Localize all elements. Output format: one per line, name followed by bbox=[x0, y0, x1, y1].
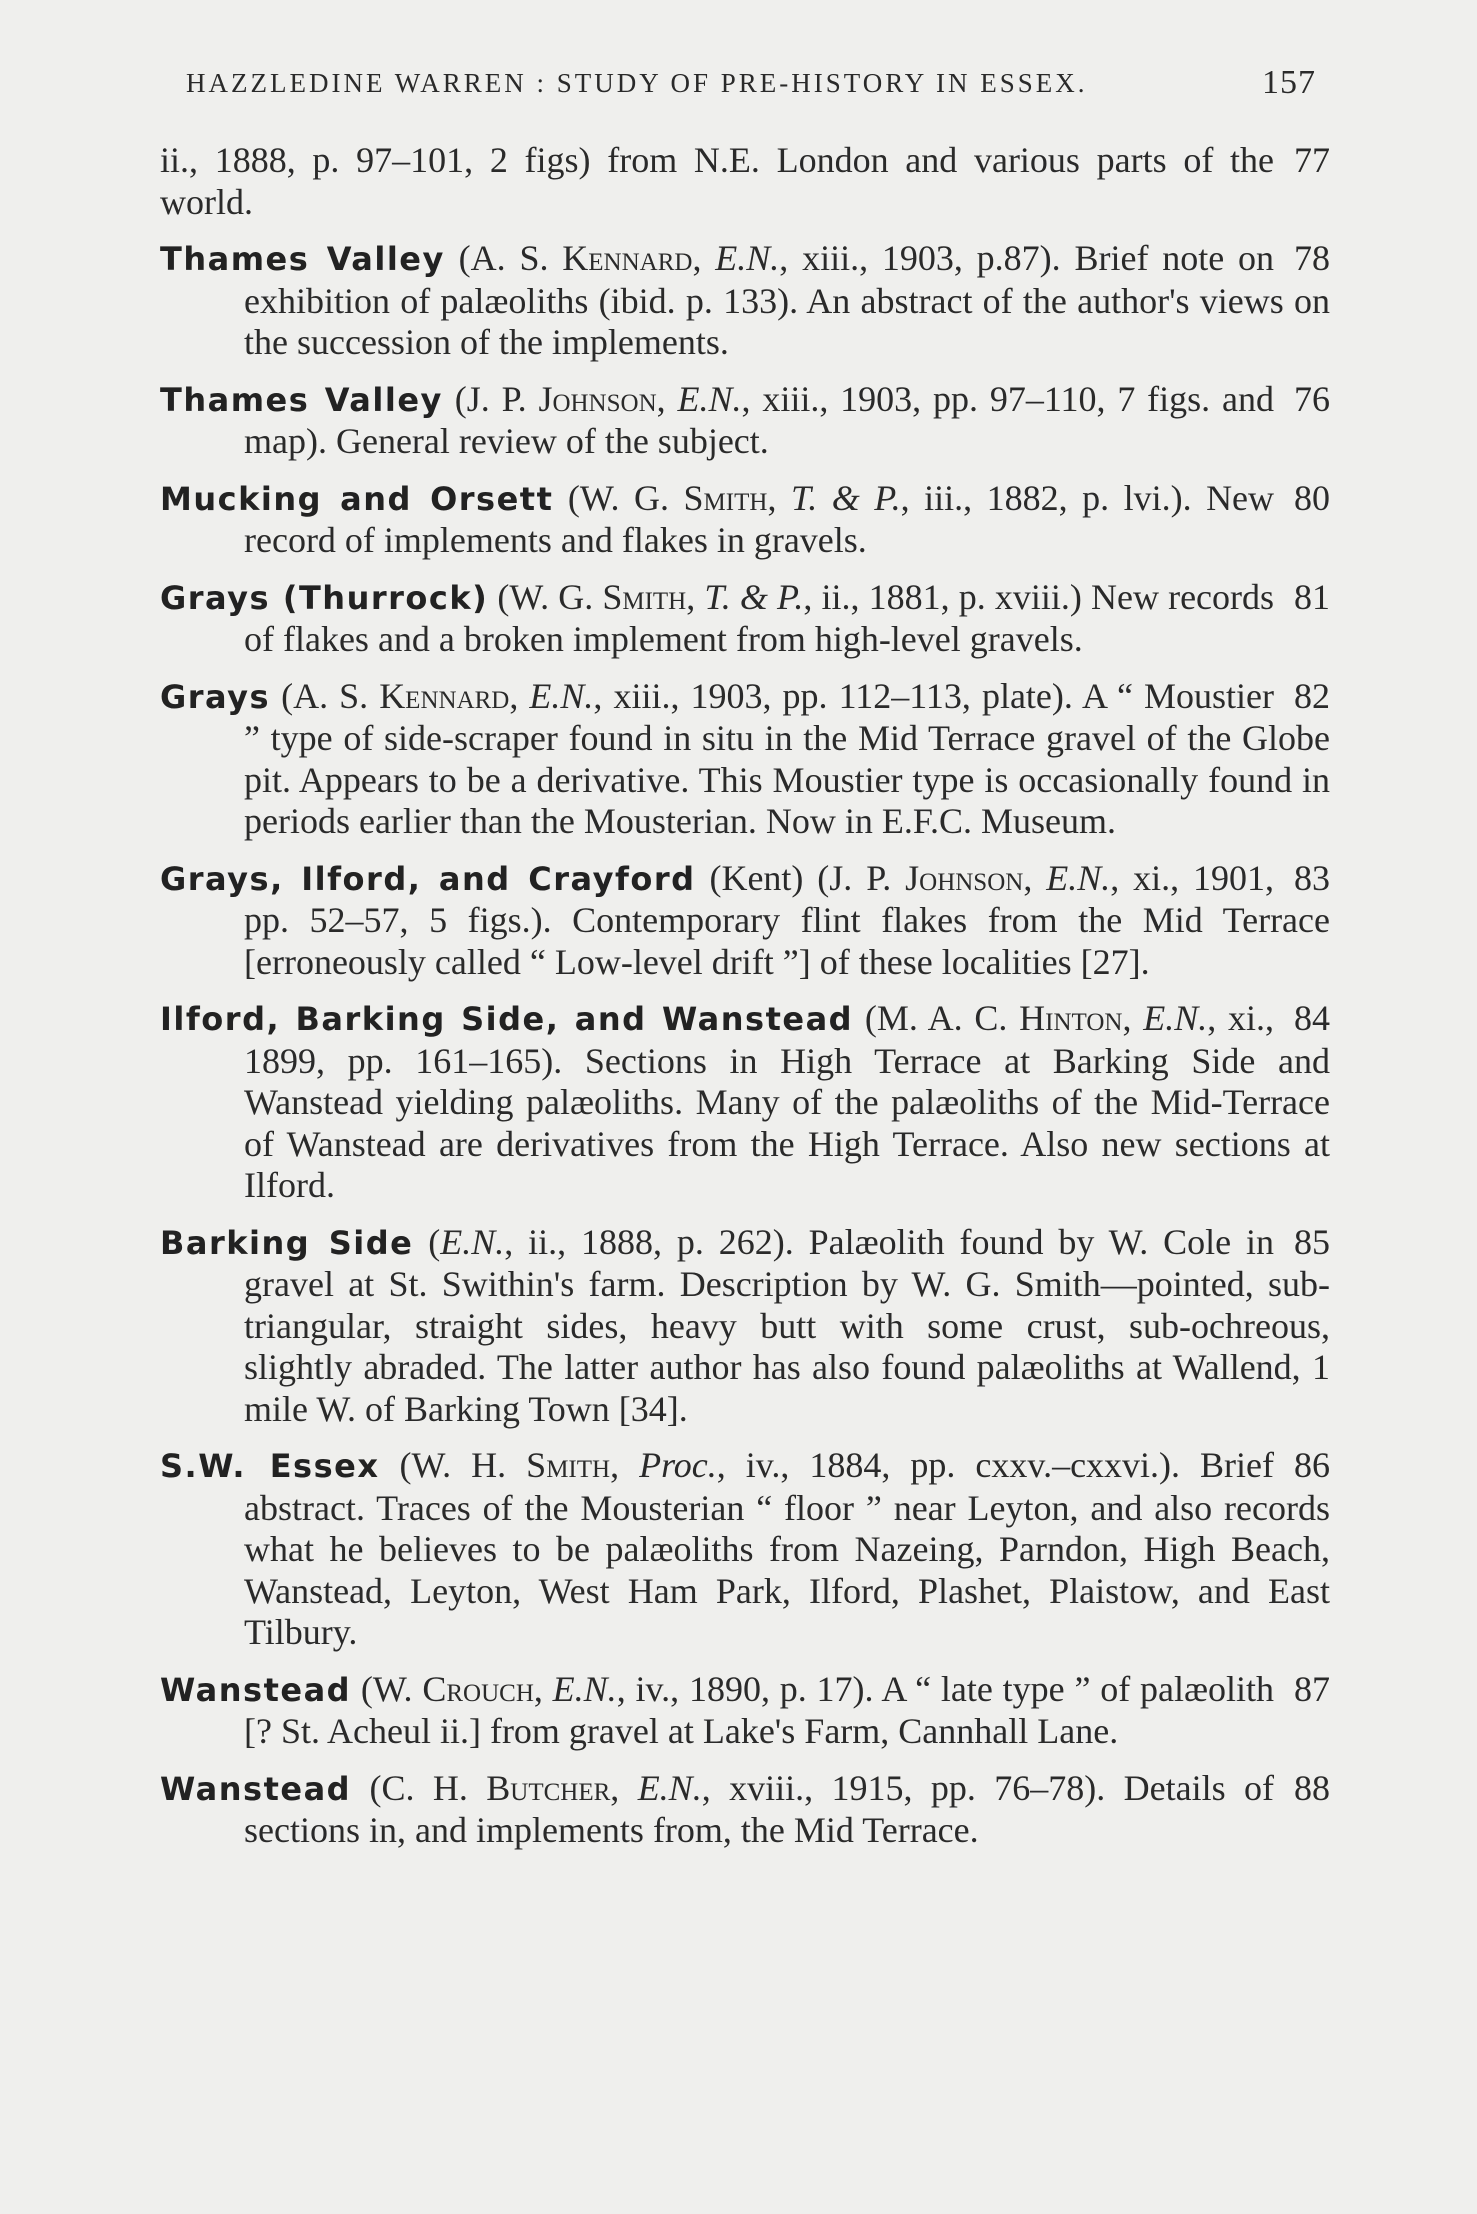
entry-ref-details: , ii., 1881, p. xviii.) bbox=[803, 576, 1082, 617]
entry-journal: T. & P. bbox=[704, 576, 804, 617]
page-number: 157 bbox=[1262, 64, 1316, 101]
entry-number: 87 bbox=[1294, 1668, 1330, 1709]
entry-abstract: Details of sections in, and implements from, the Mid Terrace. bbox=[244, 1767, 1275, 1850]
bibliography-entry: 87 Wanstead (W. Crouch, E.N., iv., 1890, p. 17). A “ late type ” of palæolith [? St. Acheul ii.] from gravel at Lake's Farm, Cannhall Lane. bbox=[160, 1668, 1330, 1751]
entry-journal: Proc. bbox=[639, 1445, 717, 1485]
entry-number: 77 bbox=[1294, 140, 1330, 180]
entry-number: 76 bbox=[1294, 378, 1330, 419]
entry-author: Johnson bbox=[538, 378, 657, 419]
entry-ref: (M. A. C. bbox=[853, 998, 1020, 1038]
entry-ref: ( bbox=[413, 1221, 441, 1262]
bibliography-entry: 86 S.W. Essex (W. H. Smith, Proc., iv., 1884, pp. cxxv.–cxxvi.). Brief abstract. Traces of the Mousterian “ floor ” near Leyton, and also records what he believes to be palæoliths from Nazeing, Parndon, High Beach, Wanstead, Leyton, West Ham Park, Ilford, Plashet, Plaistow, and East Tilbury. bbox=[160, 1445, 1330, 1652]
entry-number: 85 bbox=[1294, 1221, 1330, 1262]
entry-number: 83 bbox=[1294, 857, 1330, 898]
entry-ref-details: , xviii., 1915, pp. 76–78). bbox=[701, 1767, 1106, 1808]
entry-author: Smith bbox=[683, 477, 768, 518]
entry-ref: (C. H. bbox=[351, 1767, 487, 1808]
entry-heading: S.W. Essex bbox=[160, 1447, 380, 1485]
entry-journal: E.N. bbox=[637, 1767, 702, 1808]
bibliography-entry: 82 Grays (A. S. Kennard, E.N., xiii., 1903, pp. 112–113, plate). A “ Moustier ” type of side-scraper found in situ in the Mid Terrace gravel of the Globe pit. Appears to be a derivative. This Moustier type is occasionally found in periods earlier than the Mousterian. Now in E.F.C. Museum. bbox=[160, 675, 1330, 841]
entry-heading: Ilford, Barking Side, and Wanstead bbox=[160, 1000, 854, 1038]
running-head bbox=[186, 64, 1316, 101]
entry-ref: (W. H. bbox=[379, 1445, 527, 1485]
entry-abstract: New records of flakes and a broken implement from high-level gravels. bbox=[244, 576, 1275, 659]
entry-heading: Wanstead bbox=[160, 1670, 352, 1709]
entry-ref: (A. S. bbox=[444, 238, 563, 278]
entry-abstract: Contemporary flint flakes from the Mid Terrace [erroneously called “ Low-level drift ”] of these localities [27]. bbox=[244, 900, 1330, 982]
entry-heading: Thames Valley bbox=[160, 380, 443, 419]
entry-author: Kennard bbox=[562, 238, 693, 278]
entry-abstract: General review of the subject. bbox=[326, 421, 769, 461]
bibliography-entry bbox=[160, 140, 1330, 223]
entry-ref-details: , xiii., 1903, p.87). bbox=[779, 238, 1061, 278]
entry-ref-details: , xiii., 1903, pp. 97–110, 7 figs. and map). bbox=[244, 378, 1275, 461]
entry-ref-details: , iii., 1882, p. lvi.). bbox=[900, 477, 1192, 518]
entry-abstract: Sections in High Terrace at Barking Side and Wanstead yielding palæoliths. Many of the palæoliths of the Mid-Terrace of Wanstead are derivatives from the High Terrace. Also new sections at Ilford. bbox=[244, 1040, 1330, 1205]
entry-journal: E.N. bbox=[552, 1668, 617, 1709]
entry-ref: (W. G. bbox=[553, 477, 684, 518]
entry-journal: T. & P. bbox=[790, 477, 901, 518]
entry-journal: E.N. bbox=[677, 378, 742, 419]
entry-ref-details: , iv., 1884, pp. cxxv.–cxxvi.). bbox=[716, 1445, 1181, 1485]
entry-heading: Thames Valley bbox=[160, 240, 445, 278]
entry-author: Smith bbox=[526, 1445, 611, 1485]
entry-author: Crouch bbox=[422, 1668, 534, 1709]
entry-journal: E.N. bbox=[715, 238, 780, 278]
bibliography-entry: 84 Ilford, Barking Side, and Wanstead (M. A. C. Hinton, E.N., xi., 1899, pp. 161–165). Sections in High Terrace at Barking Side and Wanstead yielding palæoliths. Many of the palæoliths of the Mid-Terrace of Wanstead are derivatives from the High Terrace. Also new sections at Ilford. bbox=[160, 998, 1330, 1205]
entry-ref: (Kent) (J. P. bbox=[695, 857, 906, 898]
entry-number: 86 bbox=[1294, 1445, 1330, 1485]
bibliography-entry: 83 Grays, Ilford, and Crayford (Kent) (J. P. Johnson, E.N., xi., 1901, pp. 52–57, 5 figs.). Contemporary flint flakes from the Mid Terrace [erroneously called “ Low-level drift ”] of these localities [27]. bbox=[160, 857, 1330, 982]
entry-number: 81 bbox=[1294, 576, 1330, 617]
bibliography-list bbox=[160, 140, 1330, 1867]
entry-author: Johnson bbox=[905, 857, 1024, 898]
entry-heading: Wanstead bbox=[160, 1769, 352, 1808]
entry-ref-details: , ii., 1888, p. 262). bbox=[504, 1221, 794, 1262]
entry-abstract: Brief note on exhibition of palæoliths (ibid. p. 133). An abstract of the author's views on the succession of the implements. bbox=[244, 238, 1330, 362]
entry-abstract: New record of implements and flakes in gravels. bbox=[244, 477, 1275, 560]
bibliography-entry: 76 Thames Valley (J. P. Johnson, E.N., xiii., 1903, pp. 97–110, 7 figs. and map). General review of the subject. bbox=[160, 378, 1330, 461]
entry-ref: (W. bbox=[351, 1668, 423, 1709]
bibliography-entry: 88 Wanstead (C. H. Butcher, E.N., xviii., 1915, pp. 76–78). Details of sections in, and implements from, the Mid Terrace. bbox=[160, 1767, 1330, 1850]
entry-number: 84 bbox=[1294, 998, 1330, 1038]
entry-abstract: Brief abstract. Traces of the Mousterian “ floor ” near Leyton, and also records what he believes to be palæoliths from Nazeing, Parndon, High Beach, Wanstead, Leyton, West Ham Park, Ilford, Plashet, Plaistow, and East Tilbury. bbox=[244, 1445, 1330, 1652]
entry-ref-details: , xi., 1901, pp. 52–57, 5 figs.). bbox=[244, 857, 1275, 940]
entry-heading: Grays, Ilford, and Crayford bbox=[160, 859, 696, 898]
entry-number: 80 bbox=[1294, 477, 1330, 518]
entry-heading: Grays (Thurrock) bbox=[160, 578, 489, 617]
entry-abstract: A “ late type ” of palæolith [? St. Acheul ii.] from gravel at Lake's Farm, Cannhall Lane. bbox=[244, 1668, 1275, 1751]
entry-heading: Mucking and Orsett bbox=[160, 479, 554, 518]
entry-journal: E.N. bbox=[1046, 857, 1111, 898]
bibliography-entry bbox=[160, 1222, 1330, 1431]
entry-heading: Grays bbox=[160, 677, 271, 716]
entry-ref: (J. P. bbox=[442, 378, 539, 419]
entry-journal: E.N. bbox=[440, 1221, 505, 1262]
entry-ref: (A. S. bbox=[270, 675, 380, 716]
running-head-title: HAZZLEDINE WARREN : STUDY OF PRE-HISTORY IN ESSEX. bbox=[186, 68, 1088, 98]
entry-heading: Barking Side bbox=[160, 1223, 414, 1262]
entry-number: 82 bbox=[1294, 675, 1330, 716]
entry-author: Kennard bbox=[379, 675, 510, 716]
bibliography-entry: 81 Grays (Thurrock) (W. G. Smith, T. & P., ii., 1881, p. xviii.) New records of flakes and a broken implement from high-level gravels. bbox=[160, 576, 1330, 659]
entry-author: Hinton bbox=[1019, 998, 1123, 1038]
entry-ref: (W. G. bbox=[488, 576, 603, 617]
entry-abstract: Palæolith found by W. Cole in gravel at St. Swithin's farm. Description by W. G. Smith—pointed, sub-triangular, straight sides, heavy butt with some crust, sub-ochreous, slightly abraded. The latter author has also found palæoliths at Wallend, 1 mile W. of Barking Town [34]. bbox=[244, 1221, 1330, 1429]
entry-ref-details: , iv., 1890, p. 17). bbox=[616, 1668, 874, 1709]
entry-ref-details: , xiii., 1903, pp. 112–113, plate). bbox=[593, 675, 1073, 716]
entry-author: Smith bbox=[602, 576, 687, 617]
bibliography-entry: 78 Thames Valley (A. S. Kennard, E.N., xiii., 1903, p.87). Brief note on exhibition of palæoliths (ibid. p. 133). An abstract of the author's views on the succession of the implements. bbox=[160, 238, 1330, 362]
entry-journal: E.N. bbox=[529, 675, 594, 716]
entry-author: Butcher bbox=[486, 1767, 611, 1808]
entry-number: 78 bbox=[1294, 238, 1330, 278]
entry-ref-details: , xi., 1899, pp. 161–165). bbox=[244, 998, 1274, 1081]
entry-number: 88 bbox=[1294, 1767, 1330, 1808]
entry-abstract: A “ Moustier ” type of side-scraper found in situ in the Mid Terrace gravel of the Globe pit. Appears to be a derivative. This Moustier type is occasionally found in periods earlier than the Mousterian. Now in E.F.C. Museum. bbox=[244, 675, 1330, 841]
entry-abstract: ii., 1888, p. 97–101, 2 figs) from N.E. London and various parts of the world. bbox=[160, 140, 1274, 222]
bibliography-entry: 80 Mucking and Orsett (W. G. Smith, T. & P., iii., 1882, p. lvi.). New record of implements and flakes in gravels. bbox=[160, 477, 1330, 560]
entry-journal: E.N. bbox=[1143, 998, 1208, 1038]
